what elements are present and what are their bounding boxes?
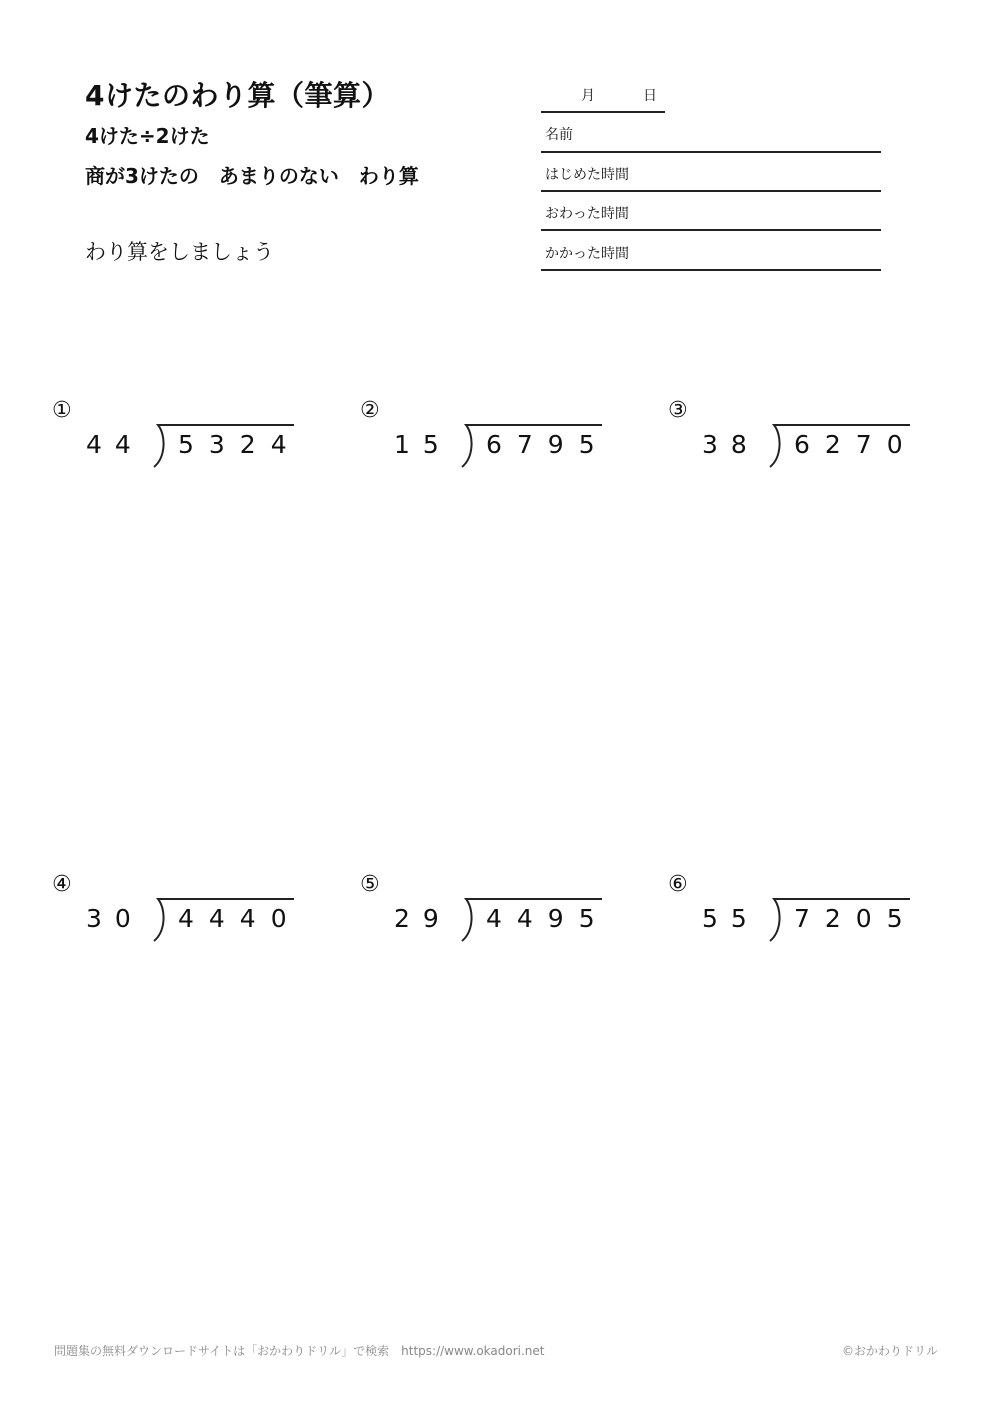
divisor: 15	[394, 430, 452, 459]
footer-site-notice: 問題集の無料ダウンロードサイトは「おかわりドリル」で検索 https://www.okadori.net	[54, 1344, 545, 1358]
problem-6	[668, 872, 938, 952]
dividend: 4440	[178, 904, 302, 933]
problem-number: ①	[52, 398, 72, 423]
divisor: 29	[394, 904, 452, 933]
instruction-text: わり算をしましょう	[85, 240, 274, 264]
start-time-label: はじめた時間	[545, 167, 629, 183]
problem-1	[52, 398, 322, 478]
dividend: 5324	[178, 430, 302, 459]
start-time-line	[541, 190, 881, 192]
name-line	[541, 151, 881, 153]
divisor: 30	[86, 904, 144, 933]
month-label: 月	[581, 88, 595, 104]
end-time-label: おわった時間	[545, 206, 629, 222]
elapsed-time-line	[541, 269, 881, 271]
day-label: 日	[643, 88, 657, 104]
divisor: 38	[702, 430, 760, 459]
subtitle-digits: 4けた÷2けた	[85, 124, 210, 148]
elapsed-time-label: かかった時間	[545, 246, 629, 262]
problem-number: ③	[668, 398, 688, 423]
problem-3	[668, 398, 938, 478]
problem-number: ⑤	[360, 872, 380, 897]
problem-4	[52, 872, 322, 952]
page-title: 4けたのわり算（筆算）	[85, 79, 390, 112]
name-label: 名前	[545, 127, 573, 143]
problem-number: ⑥	[668, 872, 688, 897]
dividend: 4495	[486, 904, 610, 933]
date-line	[541, 111, 665, 113]
divisor: 44	[86, 430, 144, 459]
dividend: 6270	[794, 430, 918, 459]
problem-number: ④	[52, 872, 72, 897]
problem-5	[360, 872, 630, 952]
subtitle-description: 商が3けたの あまりのない わり算	[85, 164, 419, 188]
dividend: 6795	[486, 430, 610, 459]
divisor: 55	[702, 904, 760, 933]
footer-copyright: ©おかわりドリル	[841, 1344, 938, 1358]
problem-number: ②	[360, 398, 380, 423]
problem-2	[360, 398, 630, 478]
end-time-line	[541, 229, 881, 231]
dividend: 7205	[794, 904, 918, 933]
